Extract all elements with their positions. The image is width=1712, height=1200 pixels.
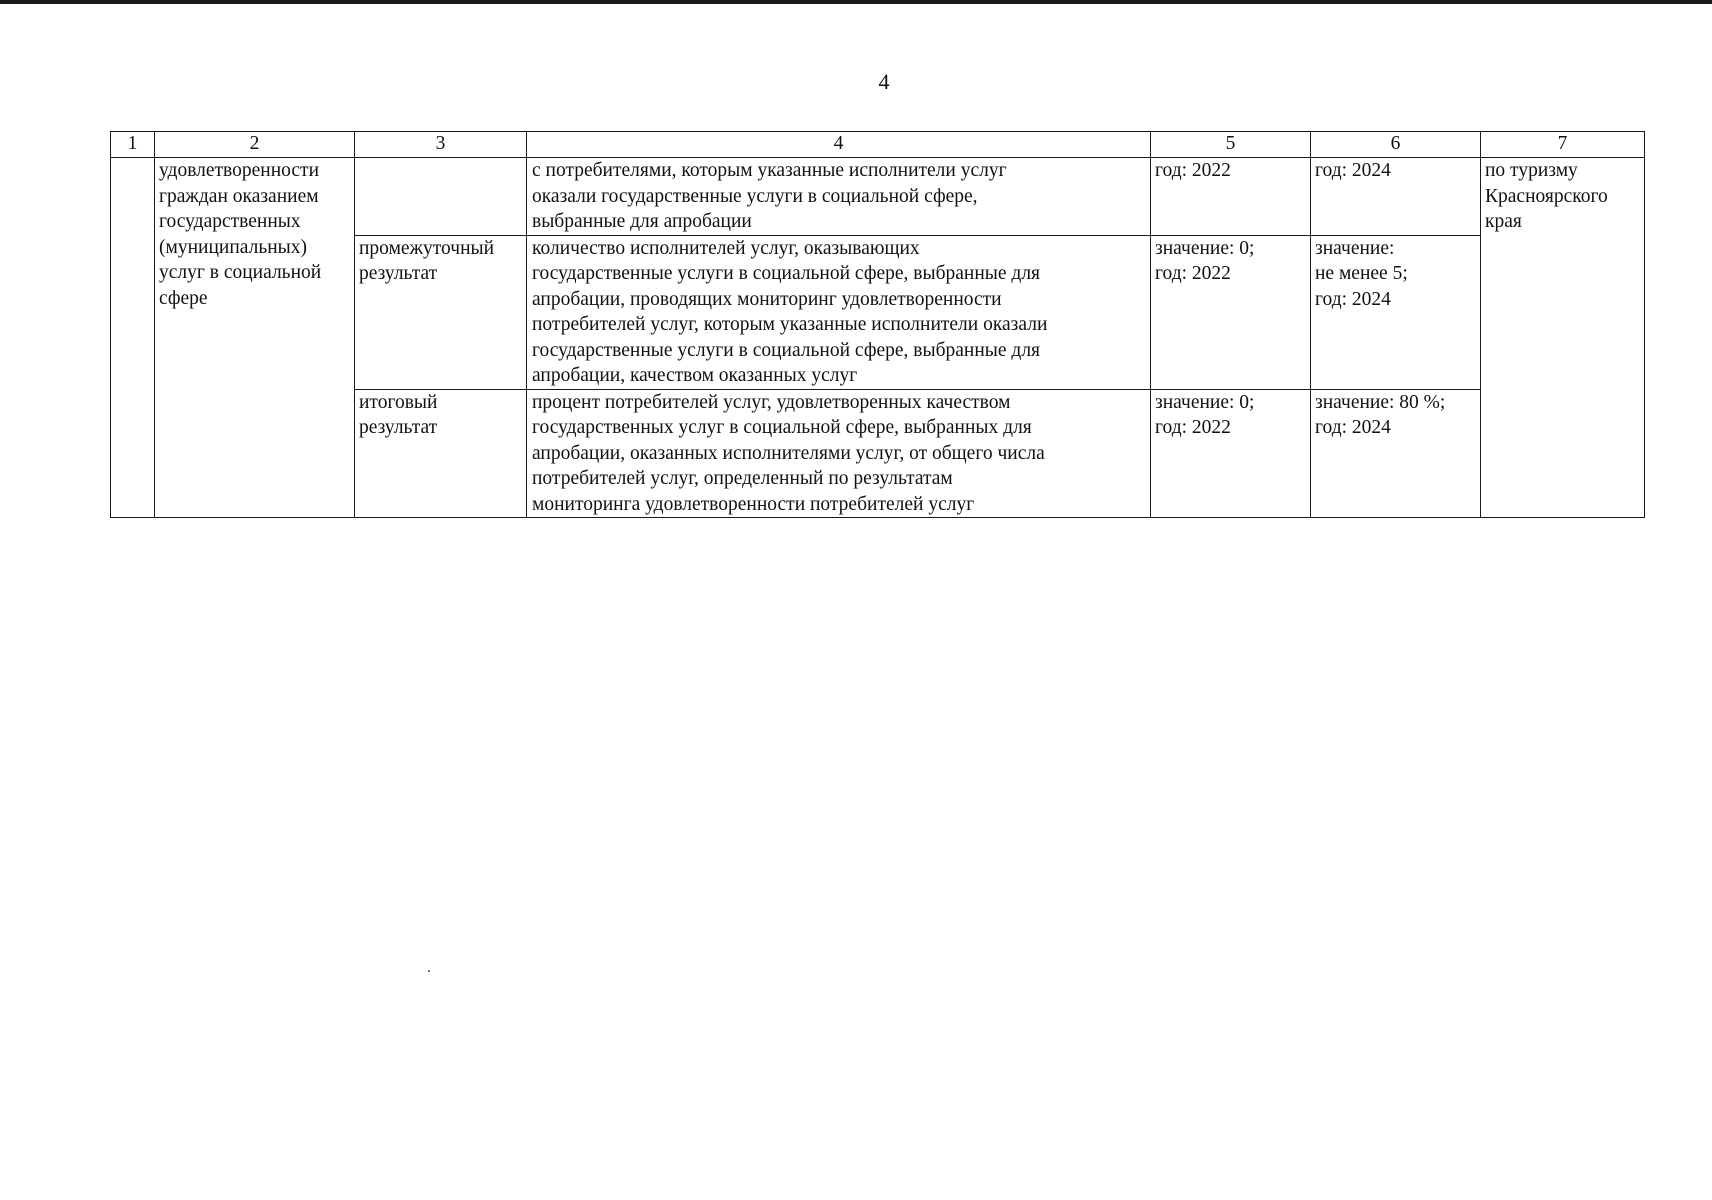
column-number: 2 xyxy=(155,132,355,158)
base-value: год: 2022 xyxy=(1155,160,1231,181)
col1-cell xyxy=(111,158,155,518)
scan-top-edge xyxy=(0,0,1712,4)
result-type: промежуточный результат xyxy=(359,237,495,284)
col3-cell xyxy=(355,235,527,389)
indicator-text: с потребителями, которым указанные исполнители услуг оказали государственные услуги в социальной сфере, выбранные для апробации xyxy=(532,160,1007,232)
col3-cell xyxy=(355,389,527,518)
target-value: значение: 80 %; год: 2024 xyxy=(1315,391,1446,438)
col6-cell xyxy=(1311,235,1481,389)
column-number-row xyxy=(111,132,1645,158)
col4-cell xyxy=(527,158,1151,236)
column-number: 4 xyxy=(527,132,1151,158)
col6-cell xyxy=(1311,158,1481,236)
col5-cell xyxy=(1151,389,1311,518)
target-value: год: 2024 xyxy=(1315,160,1391,181)
col5-cell xyxy=(1151,158,1311,236)
col6-cell xyxy=(1311,389,1481,518)
col5-cell xyxy=(1151,235,1311,389)
target-value: значение: не менее 5; год: 2024 xyxy=(1315,237,1408,310)
page-number: 4 xyxy=(878,69,890,94)
col3-cell xyxy=(355,158,527,236)
col7-cell xyxy=(1481,158,1645,518)
result-type: итоговый результат xyxy=(359,391,438,438)
base-value: значение: 0; год: 2022 xyxy=(1155,391,1255,438)
table-row xyxy=(111,158,1645,236)
col4-cell xyxy=(527,235,1151,389)
responsible-text: по туризму Красноярского края xyxy=(1485,160,1608,232)
column-number: 1 xyxy=(111,132,155,158)
column-number: 3 xyxy=(355,132,527,158)
column-number: 7 xyxy=(1481,132,1645,158)
col4-cell xyxy=(527,389,1151,518)
indicator-text: процент потребителей услуг, удовлетворенных качеством государственных услуг в социальной сфере, выбранных для апробации, оказанных исполнителями услуг, от общего числа потребителей услуг, определенный по результатам мониторинга удовлетворенности потребителей услуг xyxy=(532,391,1045,515)
column-number: 5 xyxy=(1151,132,1311,158)
indicator-text: количество исполнителей услуг, оказывающих государственные услуги в социальной сфере, выбранные для апробации, проводящих мониторинг удовлетворенности потребителей услуг, которым указанные исполнители оказали государственные услуги в социальной сфере, выбранные для апробации, качеством оказанных услуг xyxy=(532,237,1048,386)
column-number: 6 xyxy=(1311,132,1481,158)
goal-text: удовлетворенности граждан оказанием государственных (муниципальных) услуг в социальной сфере xyxy=(159,160,322,309)
base-value: значение: 0; год: 2022 xyxy=(1155,237,1255,284)
scan-speck xyxy=(428,970,430,972)
col2-cell xyxy=(155,158,355,518)
results-table xyxy=(110,131,1645,518)
